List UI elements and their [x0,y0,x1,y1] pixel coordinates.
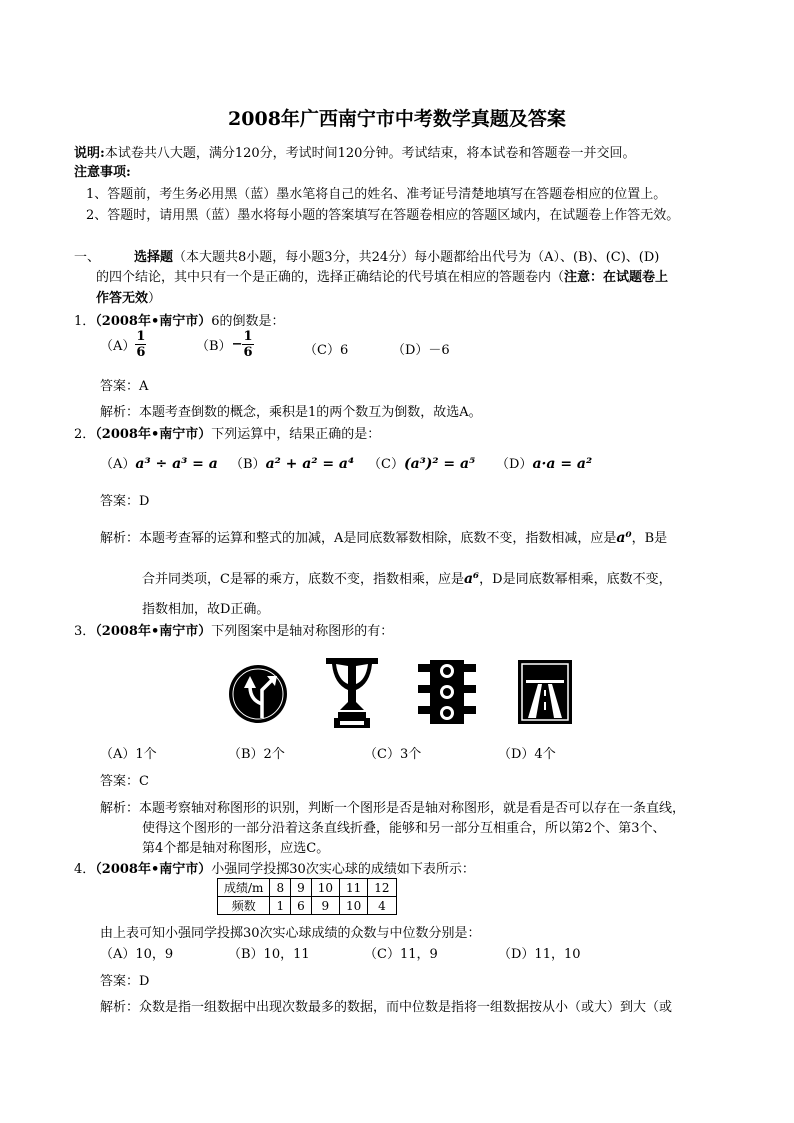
q1-answer: 答案：A [100,379,149,394]
q1-option-a [100,329,146,360]
q2-analysis-2 [142,568,672,587]
q4-option-d: （D）11，10 [498,947,581,962]
q2-option-d-expr: a·a = a² [532,456,593,472]
q2-option-d-label: （D） [496,457,533,472]
fraction-numerator: 1 [243,329,253,344]
q1-option-a-label: （A） [100,339,136,354]
q4-number: 4． [74,862,96,877]
page-title: 2008年广西南宁市中考数学真题及答案 [228,108,566,130]
fraction-numerator: 1 [136,329,146,344]
q3-analysis-3: 第4个都是轴对称图形，应选C。 [142,841,330,856]
q2-analysis-1-expr: a⁰ [616,530,632,546]
q1-option-d: （D）－6 [392,343,450,358]
section-note-bold-2: 作答无效 [96,291,149,306]
fraction-denominator: 6 [136,345,146,360]
q3-stem-text: 下列图案中是轴对称图形的有： [211,624,394,639]
section-desc-3: ） [148,291,162,306]
q2-option-a [100,453,218,472]
q2-option-a-expr: a³ ÷ a³ = a [135,456,218,472]
q2-analysis-2-end: ，D是同底数幂相乘，底数不变， [479,572,672,587]
q2-option-c [368,453,475,472]
table-cell: 8 [270,879,291,897]
q3-option-a: （A）1个 [100,747,157,762]
q2-stem-text: 下列运算中，结果正确的是： [211,427,381,442]
q2-number: 2． [74,427,96,442]
section-desc-2: 的四个结论，其中只有一个是正确的，选择正确结论的代号填在相应的答题卷内（ [96,270,565,285]
section-heading [74,246,659,265]
highway-sign-icon [518,660,572,724]
q3-source: （2008年•南宁市） [95,624,212,639]
traffic-turn-sign-icon [228,660,290,728]
q2-analysis-1 [100,527,667,546]
q1-stem-text: 6的倒数是： [211,314,285,329]
q2-option-c-expr: (a³)² = a⁵ [403,456,476,472]
shuoming-text: 本试卷共八大题，满分120分，考试时间120分钟。考试结束，将本试卷和答题卷一并交回。 [104,146,636,161]
q4-option-a: （A）10，9 [100,947,174,962]
q2-analysis-2-text: 合并同类项，C是幂的乘方，底数不变，指数相乘，应是 [142,572,464,587]
traffic-light-icon [416,658,478,726]
q2-analysis-1-end: ，B是 [631,531,668,546]
q4-source: （2008年•南宁市） [95,862,212,877]
q3-option-b: （B）2个 [228,747,285,762]
q4-option-c: （C）11，9 [364,947,438,962]
q3-answer: 答案：C [100,774,149,789]
table-cell: 6 [291,897,312,915]
table-row [218,879,397,897]
table-cell: 12 [368,879,396,897]
q1-stem [74,310,285,329]
q1-option-b-label: （B） [196,339,232,354]
notes-label: 注意事项: [74,165,131,180]
q3-option-d: （D）4个 [498,747,556,762]
q3-analysis-2: 使得这个图形的一部分沿着这条直线折叠，能够和另一部分互相重合，所以第2个、第3个、 [142,821,666,836]
section-desc-line-2 [96,266,668,285]
q1-analysis: 解析：本题考查倒数的概念，乘积是1的两个数互为倒数，故选A。 [100,405,482,420]
section-label: 选择题 [134,250,174,265]
q4-stem [74,858,475,877]
q2-analysis-1-text: 解析：本题考查幂的运算和整式的加减，A是同底数幂数相除，底数不变，指数相减，应是 [100,531,617,546]
intro-line [74,142,635,161]
table-cell: 10 [311,879,339,897]
score-table [217,878,397,915]
q1-option-b [196,329,254,360]
q4-analysis-1: 解析：众数是指一组数据中出现次数最多的数据，而中位数是指将一组数据按从小（或大）到大（或 [100,1000,673,1015]
q1-option-c: （C）6 [304,343,349,358]
q3-number: 3． [74,624,96,639]
q4-option-b: （B）10，11 [228,947,310,962]
section-desc-line-3 [96,287,161,306]
q2-analysis-3: 指数相加，故D正确。 [142,602,270,617]
section-number: 一、 [74,250,101,265]
minus-sign: − [231,337,243,352]
q2-source: （2008年•南宁市） [95,427,212,442]
table-cell: 11 [340,879,368,897]
q3-stem [74,620,393,639]
shuoming-label: 说明: [74,146,105,161]
q1-source: （2008年•南宁市） [95,314,212,329]
q1-option-a-fraction [135,329,146,360]
table-cell: 9 [291,879,312,897]
q1-number: 1． [74,314,96,329]
fraction-denominator: 6 [243,345,253,360]
q4-line-2: 由上表可知小强同学投掷30次实心球成绩的众数与中位数分别是： [100,926,481,941]
table-cell: 10 [340,897,368,915]
table-cell: 1 [270,897,291,915]
q2-analysis-2-expr: a⁶ [463,571,480,587]
q2-option-b-label: （B） [230,457,266,472]
q2-option-d [496,453,592,472]
note-1: 1、答题前，考生务必用黑（蓝）墨水笔将自己的姓名、准考证号清楚地填写在答题卷相应的位置上。 [86,187,667,202]
table-cell: 频数 [218,897,270,915]
q2-option-c-label: （C） [368,457,404,472]
q2-option-b-expr: a² + a² = a⁴ [265,456,355,472]
table-cell: 4 [368,897,396,915]
q2-stem [74,423,380,442]
q3-option-c: （C）3个 [364,747,422,762]
trophy-icon [322,654,382,730]
q2-answer: 答案：D [100,494,150,509]
q2-option-a-label: （A） [100,457,136,472]
table-row [218,897,397,915]
table-cell: 9 [311,897,339,915]
note-2: 2、答题时，请用黑（蓝）墨水将每小题的答案填写在答题卷相应的答题区域内，在试题卷上作答无效。 [86,208,680,223]
q1-option-b-fraction [242,329,253,360]
q4-stem-text: 小强同学投掷30次实心球的成绩如下表所示： [211,862,475,877]
q4-answer: 答案：D [100,974,150,989]
section-desc-1: （本大题共8小题，每小题3分，共24分）每小题都给出代号为（A）、(B)、(C)、(D) [173,250,660,265]
q3-analysis-1: 解析：本题考察轴对称图形的识别，判断一个图形是否是轴对称图形，就是看是否可以存在一条直线， [100,801,686,816]
section-note-bold-1: 注意：在试题卷上 [564,270,669,285]
table-cell: 成绩/m [218,879,270,897]
q2-option-b [230,453,354,472]
